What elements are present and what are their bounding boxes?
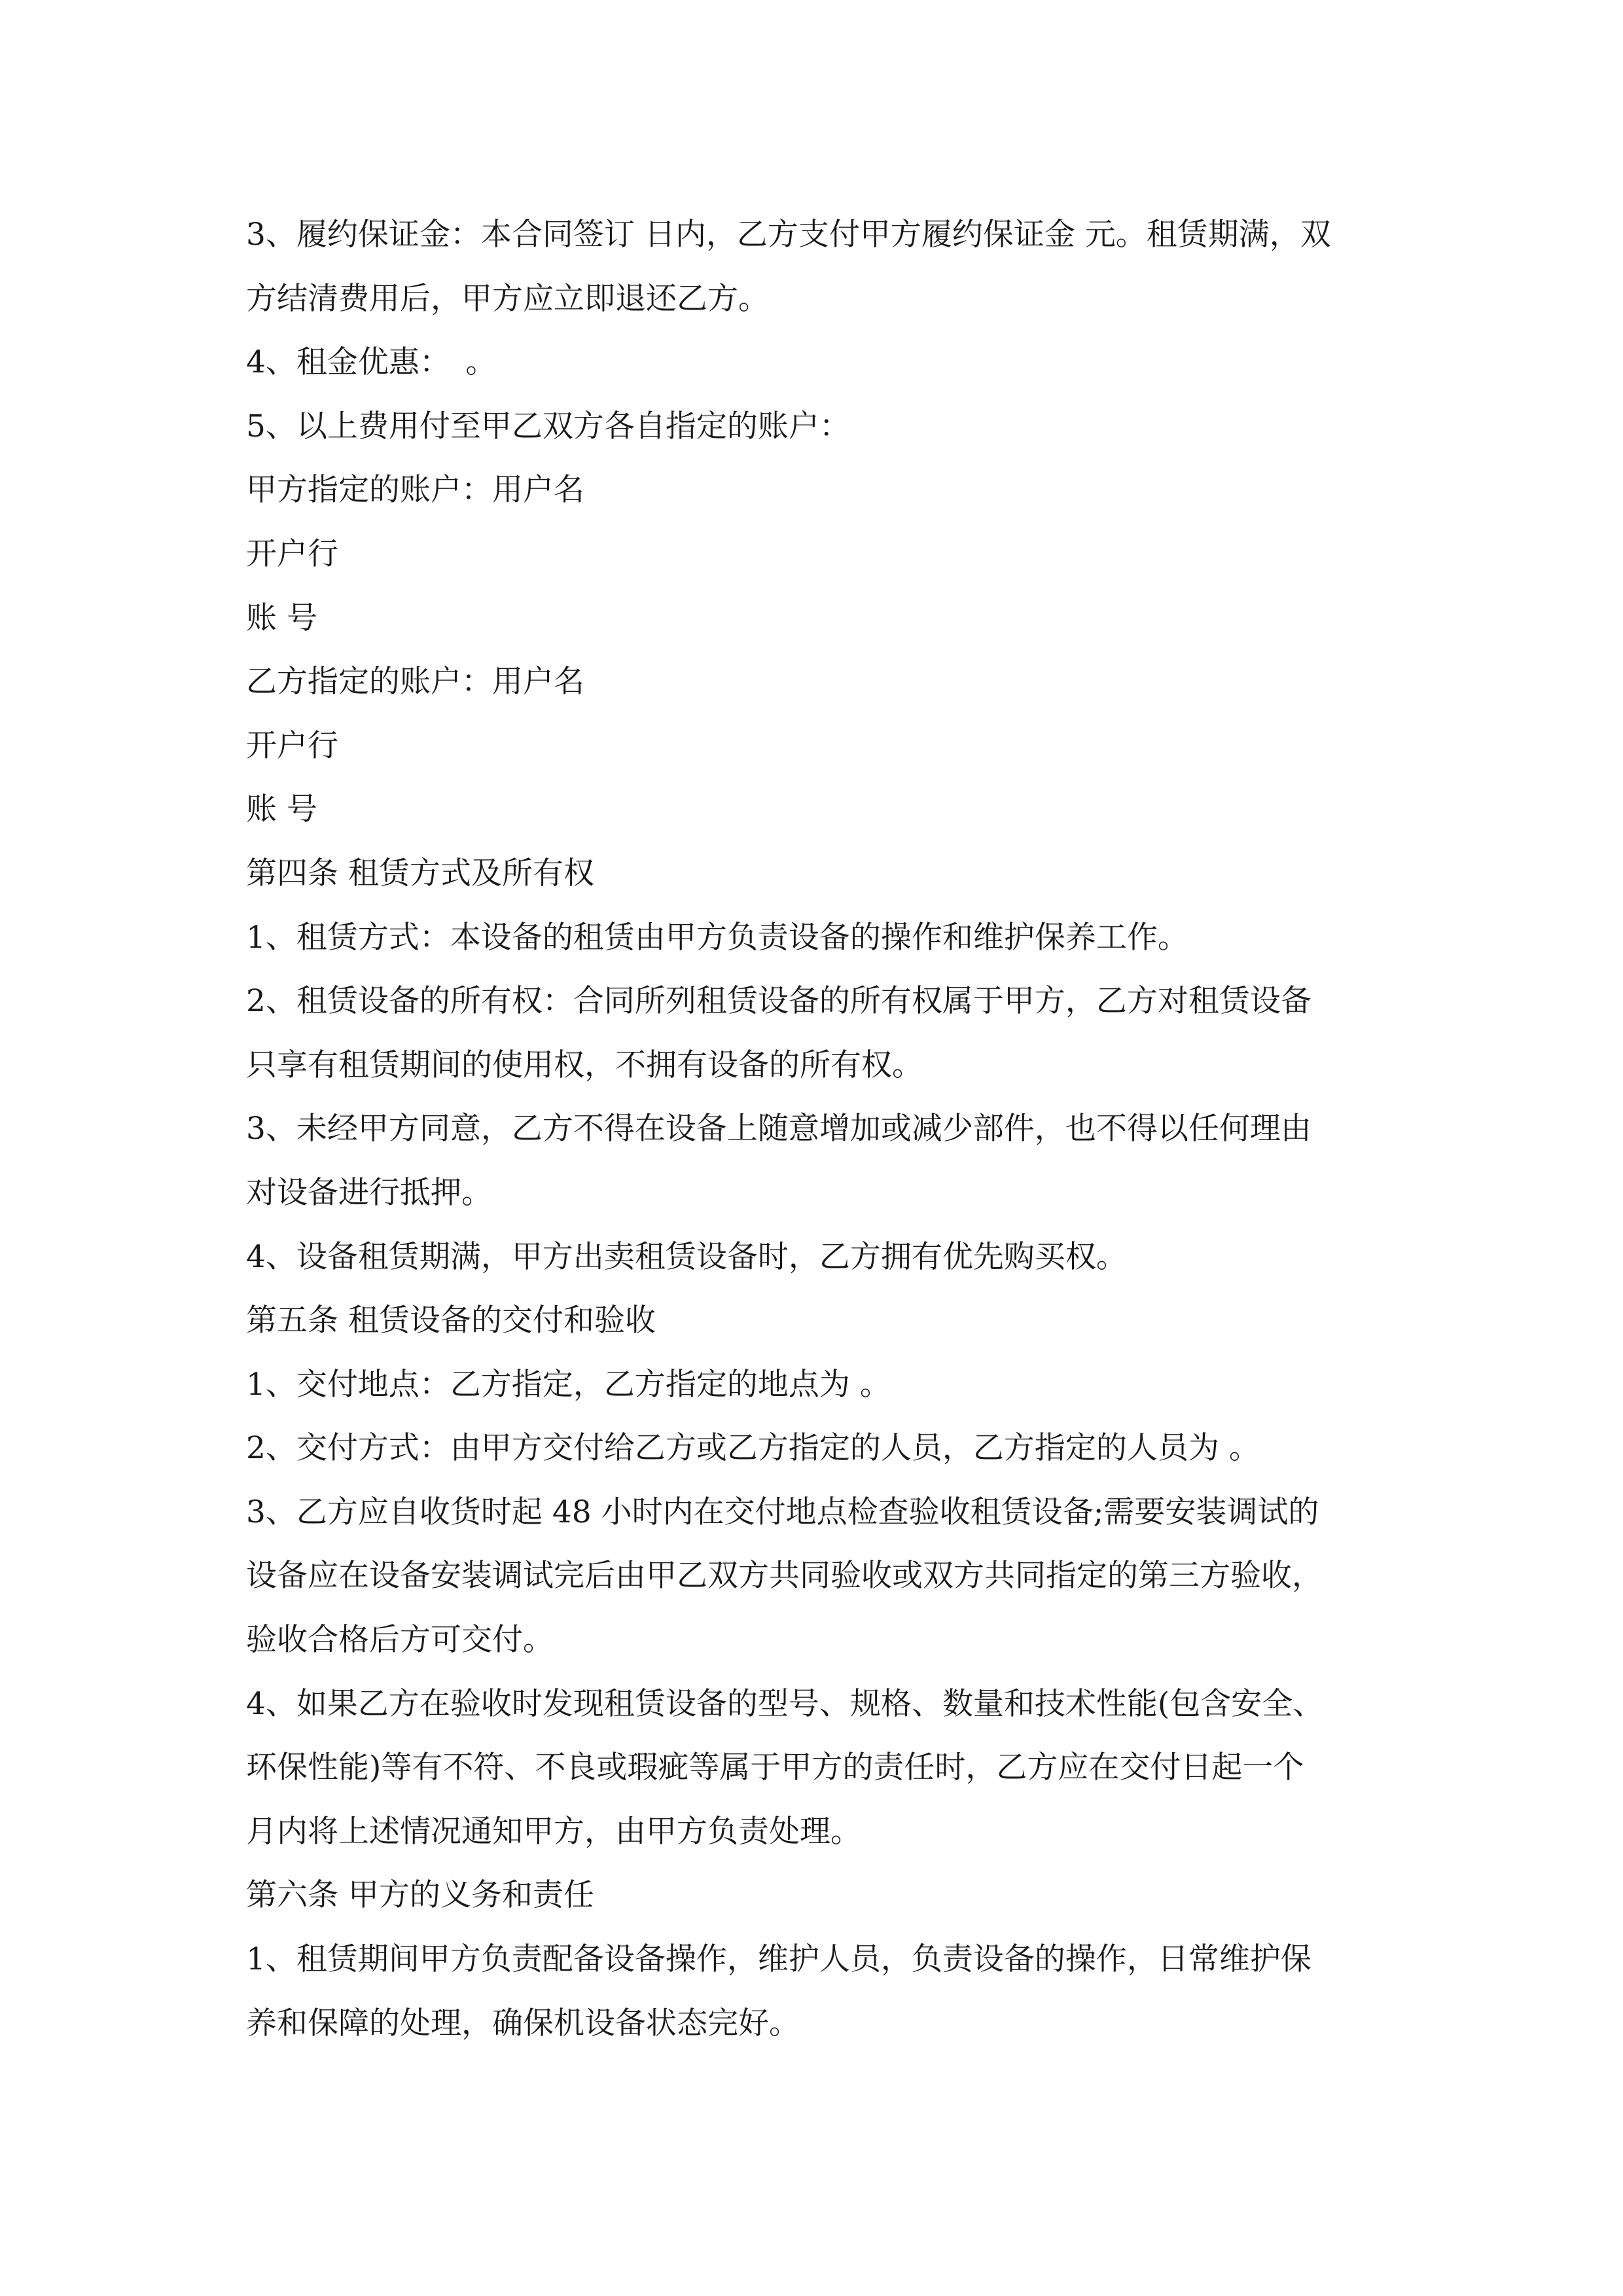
text-line: 4、设备租赁期满，甲方出卖租赁设备时，乙方拥有优先购买权。 (246, 1238, 1127, 1275)
text-line: 环保性能)等有不符、不良或瑕疵等属于甲方的责任时，乙方应在交付日起一个 (246, 1749, 1304, 1786)
text-line: 2、交付方式：由甲方交付给乙方或乙方指定的人员，乙方指定的人员为 。 (246, 1430, 1260, 1467)
text-line: 设备应在设备安装调试完后由甲乙双方共同验收或双方共同指定的第三方验收， (246, 1558, 1323, 1594)
text-line: 1、租赁期间甲方负责配备设备操作，维护人员，负责设备的操作，日常维护保 (246, 1941, 1311, 1978)
text-line: 验收合格后方可交付。 (246, 1622, 554, 1659)
text-line: 2、租赁设备的所有权：合同所列租赁设备的所有权属于甲方，乙方对租赁设备 (246, 983, 1311, 1020)
text-line: 5、以上费用付至甲乙双方各自指定的账户： (246, 408, 850, 444)
text-line: 3、乙方应自收货时起 48 小时内在交付地点检查验收租赁设备;需要安装调试的 (246, 1494, 1319, 1530)
section-heading: 第五条 租赁设备的交付和验收 (246, 1302, 656, 1339)
text-line: 乙方指定的账户：用户名 (246, 664, 584, 700)
text-line: 账 号 (246, 791, 317, 828)
text-line: 开户行 (246, 535, 338, 572)
text-line: 甲方指定的账户：用户名 (246, 472, 584, 509)
section-heading: 第四条 租赁方式及所有权 (246, 855, 594, 891)
text-line: 方结清费用后，甲方应立即退还乙方。 (246, 280, 769, 317)
text-line: 3、履约保证金：本合同签订 日内，乙方支付甲方履约保证金 元。租赁期满，双 (246, 217, 1331, 253)
text-line: 对设备进行抵押。 (246, 1174, 492, 1211)
text-line: 只享有租赁期间的使用权，不拥有设备的所有权。 (246, 1047, 923, 1083)
text-line: 账 号 (246, 600, 317, 636)
text-line: 1、租赁方式：本设备的租赁由甲方负责设备的操作和维护保养工作。 (246, 919, 1188, 956)
text-line: 4、租金优惠： 。 (246, 344, 497, 381)
section-heading: 第六条 甲方的义务和责任 (246, 1877, 594, 1914)
document-page (246, 203, 1385, 2055)
text-line: 养和保障的处理，确保机设备状态完好。 (246, 2005, 800, 2041)
text-line: 开户行 (246, 727, 338, 764)
text-line: 3、未经甲方同意，乙方不得在设备上随意增加或减少部件，也不得以任何理由 (246, 1111, 1311, 1147)
text-line: 1、交付地点：乙方指定，乙方指定的地点为 。 (246, 1366, 891, 1403)
text-line: 月内将上述情况通知甲方，由甲方负责处理。 (246, 1813, 861, 1850)
text-line: 4、如果乙方在验收时发现租赁设备的型号、规格、数量和技术性能(包含安全、 (246, 1685, 1324, 1722)
